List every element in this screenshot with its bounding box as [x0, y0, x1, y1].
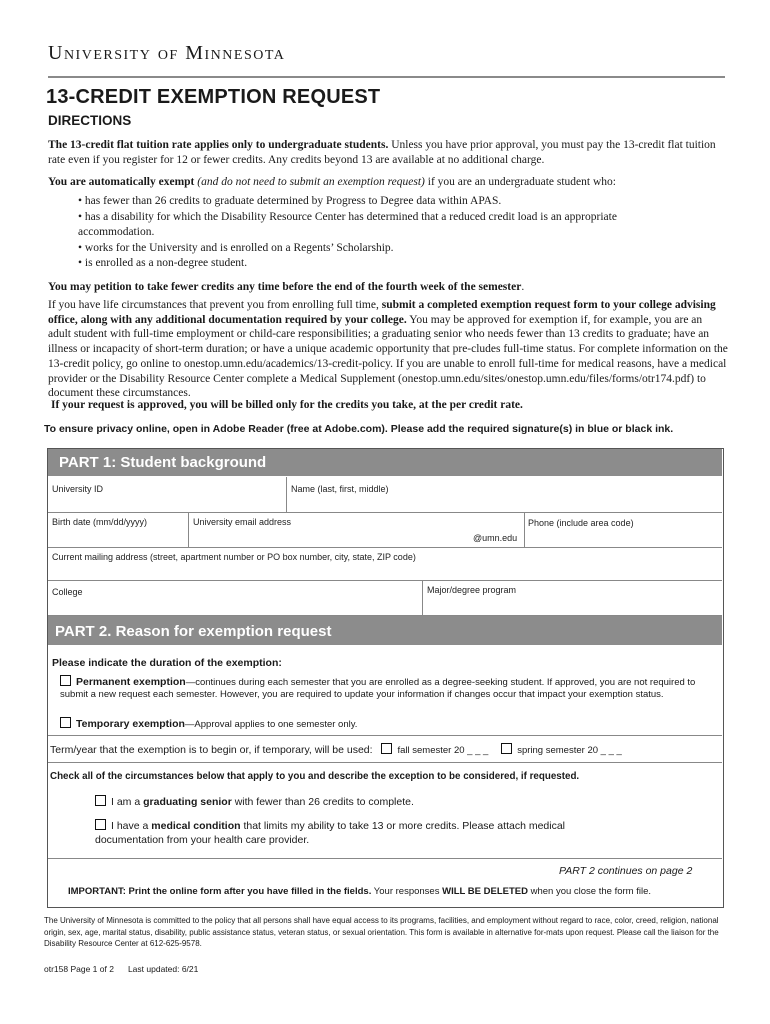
senior-checkbox[interactable]: [95, 795, 106, 806]
email-field[interactable]: University email address: [193, 517, 292, 527]
fall-label: fall semester 20 _ _ _: [397, 745, 489, 756]
college-field[interactable]: College: [52, 587, 83, 597]
medical-option: [95, 819, 635, 847]
temporary-text: —Approval applies to one semester only.: [184, 719, 358, 730]
directions-paragraph-5: [51, 398, 731, 413]
list-item: • has a disability for which the Disability Resource Center has determined that a reduced credit load is an appropriate accommodation.: [78, 210, 638, 241]
directions-paragraph-3: [48, 280, 728, 295]
term-prompt-text: Term/year that the exemption is to begin or, if temporary, will be used:: [50, 744, 373, 756]
important-mid: Your responses: [371, 886, 443, 897]
permanent-checkbox[interactable]: [60, 675, 71, 686]
col-divider: [422, 580, 423, 615]
p5-bold: If your request is approved, you will be billed only for the credits you take, at the per credit rate.: [51, 399, 523, 411]
list-item: • is enrolled as a non-degree student.: [78, 256, 638, 272]
directions-paragraph-2: [48, 175, 728, 190]
temporary-label: Temporary exemption: [76, 718, 185, 730]
row-divider: [48, 547, 722, 548]
permanent-option: [60, 675, 710, 701]
p3-bold: You may petition to take fewer credits any time before the end of the fourth week of the semester: [48, 281, 522, 293]
medical-checkbox[interactable]: [95, 819, 106, 830]
p4-bold: submit a completed exemption request form to your college advising office, along with any additional documentation required by your college.: [48, 299, 716, 326]
medical-text-b: that limits my ability to take 13 or more credits. Please attach medical documentation from your health care provider.: [95, 820, 566, 846]
address-field[interactable]: Current mailing address (street, apartment number or PO box number, city, state, ZIP code): [52, 552, 416, 562]
p4-text-a: If you have life circumstances that prevent you from enrolling full time,: [48, 299, 382, 311]
senior-text-b: with fewer than 26 credits to complete.: [231, 796, 414, 808]
list-item: • has fewer than 26 credits to graduate determined by Progress to Degree data within APAS.: [78, 194, 638, 210]
fall-checkbox[interactable]: [381, 743, 392, 754]
p1-text: Unless you have prior approval, you must pay the 13-credit flat tuition rate even if you register for 12 or fewer credits. Any credits beyond 13 are available at no additional charge.: [48, 139, 716, 166]
col-divider: [286, 477, 287, 512]
p2-bold: You are automatically exempt: [48, 176, 195, 188]
col-divider: [188, 512, 189, 547]
spring-checkbox[interactable]: [501, 743, 512, 754]
important-label: IMPORTANT:: [68, 886, 129, 897]
senior-bold: graduating senior: [143, 796, 232, 808]
name-field[interactable]: Name (last, first, middle): [291, 484, 389, 494]
permanent-label: Permanent exemption: [76, 676, 186, 688]
spring-label: spring semester 20 _ _ _: [517, 745, 622, 756]
part1-title: PART 1: Student background: [59, 454, 267, 471]
continues-note: PART 2 continues on page 2: [559, 865, 693, 877]
part2-title: PART 2. Reason for exemption request: [55, 623, 332, 640]
important-deleted: WILL BE DELETED: [442, 886, 528, 897]
senior-text-a: I am a: [111, 796, 144, 808]
row-divider: [48, 858, 722, 859]
part1-header: [48, 449, 722, 476]
p2-text: if you are an undergraduate student who:: [424, 176, 616, 188]
list-item: • works for the University and is enrolled on a Regents’ Scholarship.: [78, 241, 638, 257]
permanent-text: —continues during each semester that you are enrolled as a degree-seeking student. If approved, you are not required to submit a new request each semester. However, you are required to update your information if changes occur that impact your exemption status.: [60, 677, 696, 700]
important-print: Print the online form after you have filled in the fields.: [128, 886, 372, 897]
temporary-checkbox[interactable]: [60, 717, 71, 728]
part2-header: [48, 616, 722, 645]
directions-heading: DIRECTIONS: [48, 113, 132, 128]
important-note: [68, 886, 651, 897]
p2-italic: (and do not need to submit an exemption request): [197, 176, 425, 188]
senior-option: [95, 795, 414, 808]
duration-prompt: Please indicate the duration of the exemption:: [52, 657, 282, 669]
phone-field[interactable]: Phone (include area code): [528, 518, 634, 528]
row-divider: [48, 580, 722, 581]
p4-text-b: You may be approved for exemption if, for example, you are an adult student with full-time employment or child-care responsibilities; a graduating senior who needs fewer than 13 credits to graduate; have an illness or incapacity of short-term duration; or have a unique academic opportunity that pre-cludes full-time status. For complete information on the 13-credit policy, go online to onestop.umn.edu/academics/13-credit-policy. If you are unable to enroll full-time for medical reasons, have a medical provider or the Disability Resource Center complete a Medical Supplement (onestop.umn.edu/sites/onestop.umn.edu/files/forms/otr174.pdf) to document these circumstances.: [48, 313, 728, 400]
university-id-field[interactable]: University ID: [52, 484, 104, 494]
major-field[interactable]: Major/degree program: [427, 585, 517, 595]
university-name: University of Minnesota: [48, 42, 286, 64]
email-suffix: @umn.edu: [473, 533, 518, 543]
medical-bold: medical condition: [151, 820, 241, 832]
row-divider: [48, 735, 722, 736]
row-divider: [48, 762, 722, 763]
circumstances-prompt: Check all of the circumstances below that apply to you and describe the exception to be considered, if requested.: [50, 771, 580, 782]
medical-text-a: I have a: [111, 820, 152, 832]
equal-access-policy: The University of Minnesota is committed to the policy that all persons shall have equal access to its programs, facilities, and employment without regard to race, color, creed, religion, national origin, sex, age, marital status, disability, public assistance status, veteran status, or sexual orientation. This form is available in alternative for-mats upon request. Please call the liaison for the Disability Resource Center at 612-625-9578.: [44, 916, 719, 948]
form-id: otr158 Page 1 of 2: [44, 964, 114, 974]
birth-date-field[interactable]: Birth date (mm/dd/yyyy): [52, 517, 148, 527]
important-end: when you close the form file.: [527, 886, 652, 897]
privacy-note: To ensure privacy online, open in Adobe Reader (free at Adobe.com). Please add the required signature(s) in blue or black ink.: [44, 423, 674, 435]
col-divider: [524, 512, 525, 547]
last-updated: Last updated: 6/21: [127, 964, 199, 974]
form-version: [44, 964, 198, 974]
row-divider: [48, 512, 722, 513]
exempt-list: [78, 194, 638, 272]
p1-bold: The 13-credit flat tuition rate applies only to undergraduate students.: [48, 139, 389, 151]
page-title: 13-CREDIT EXEMPTION REQUEST: [46, 86, 381, 108]
p3-text: .: [521, 281, 525, 293]
directions-paragraph-4: [48, 298, 728, 401]
header-divider: [48, 76, 725, 78]
temporary-option: [60, 717, 710, 731]
directions-paragraph-1: [48, 138, 728, 167]
term-prompt: [50, 743, 622, 757]
